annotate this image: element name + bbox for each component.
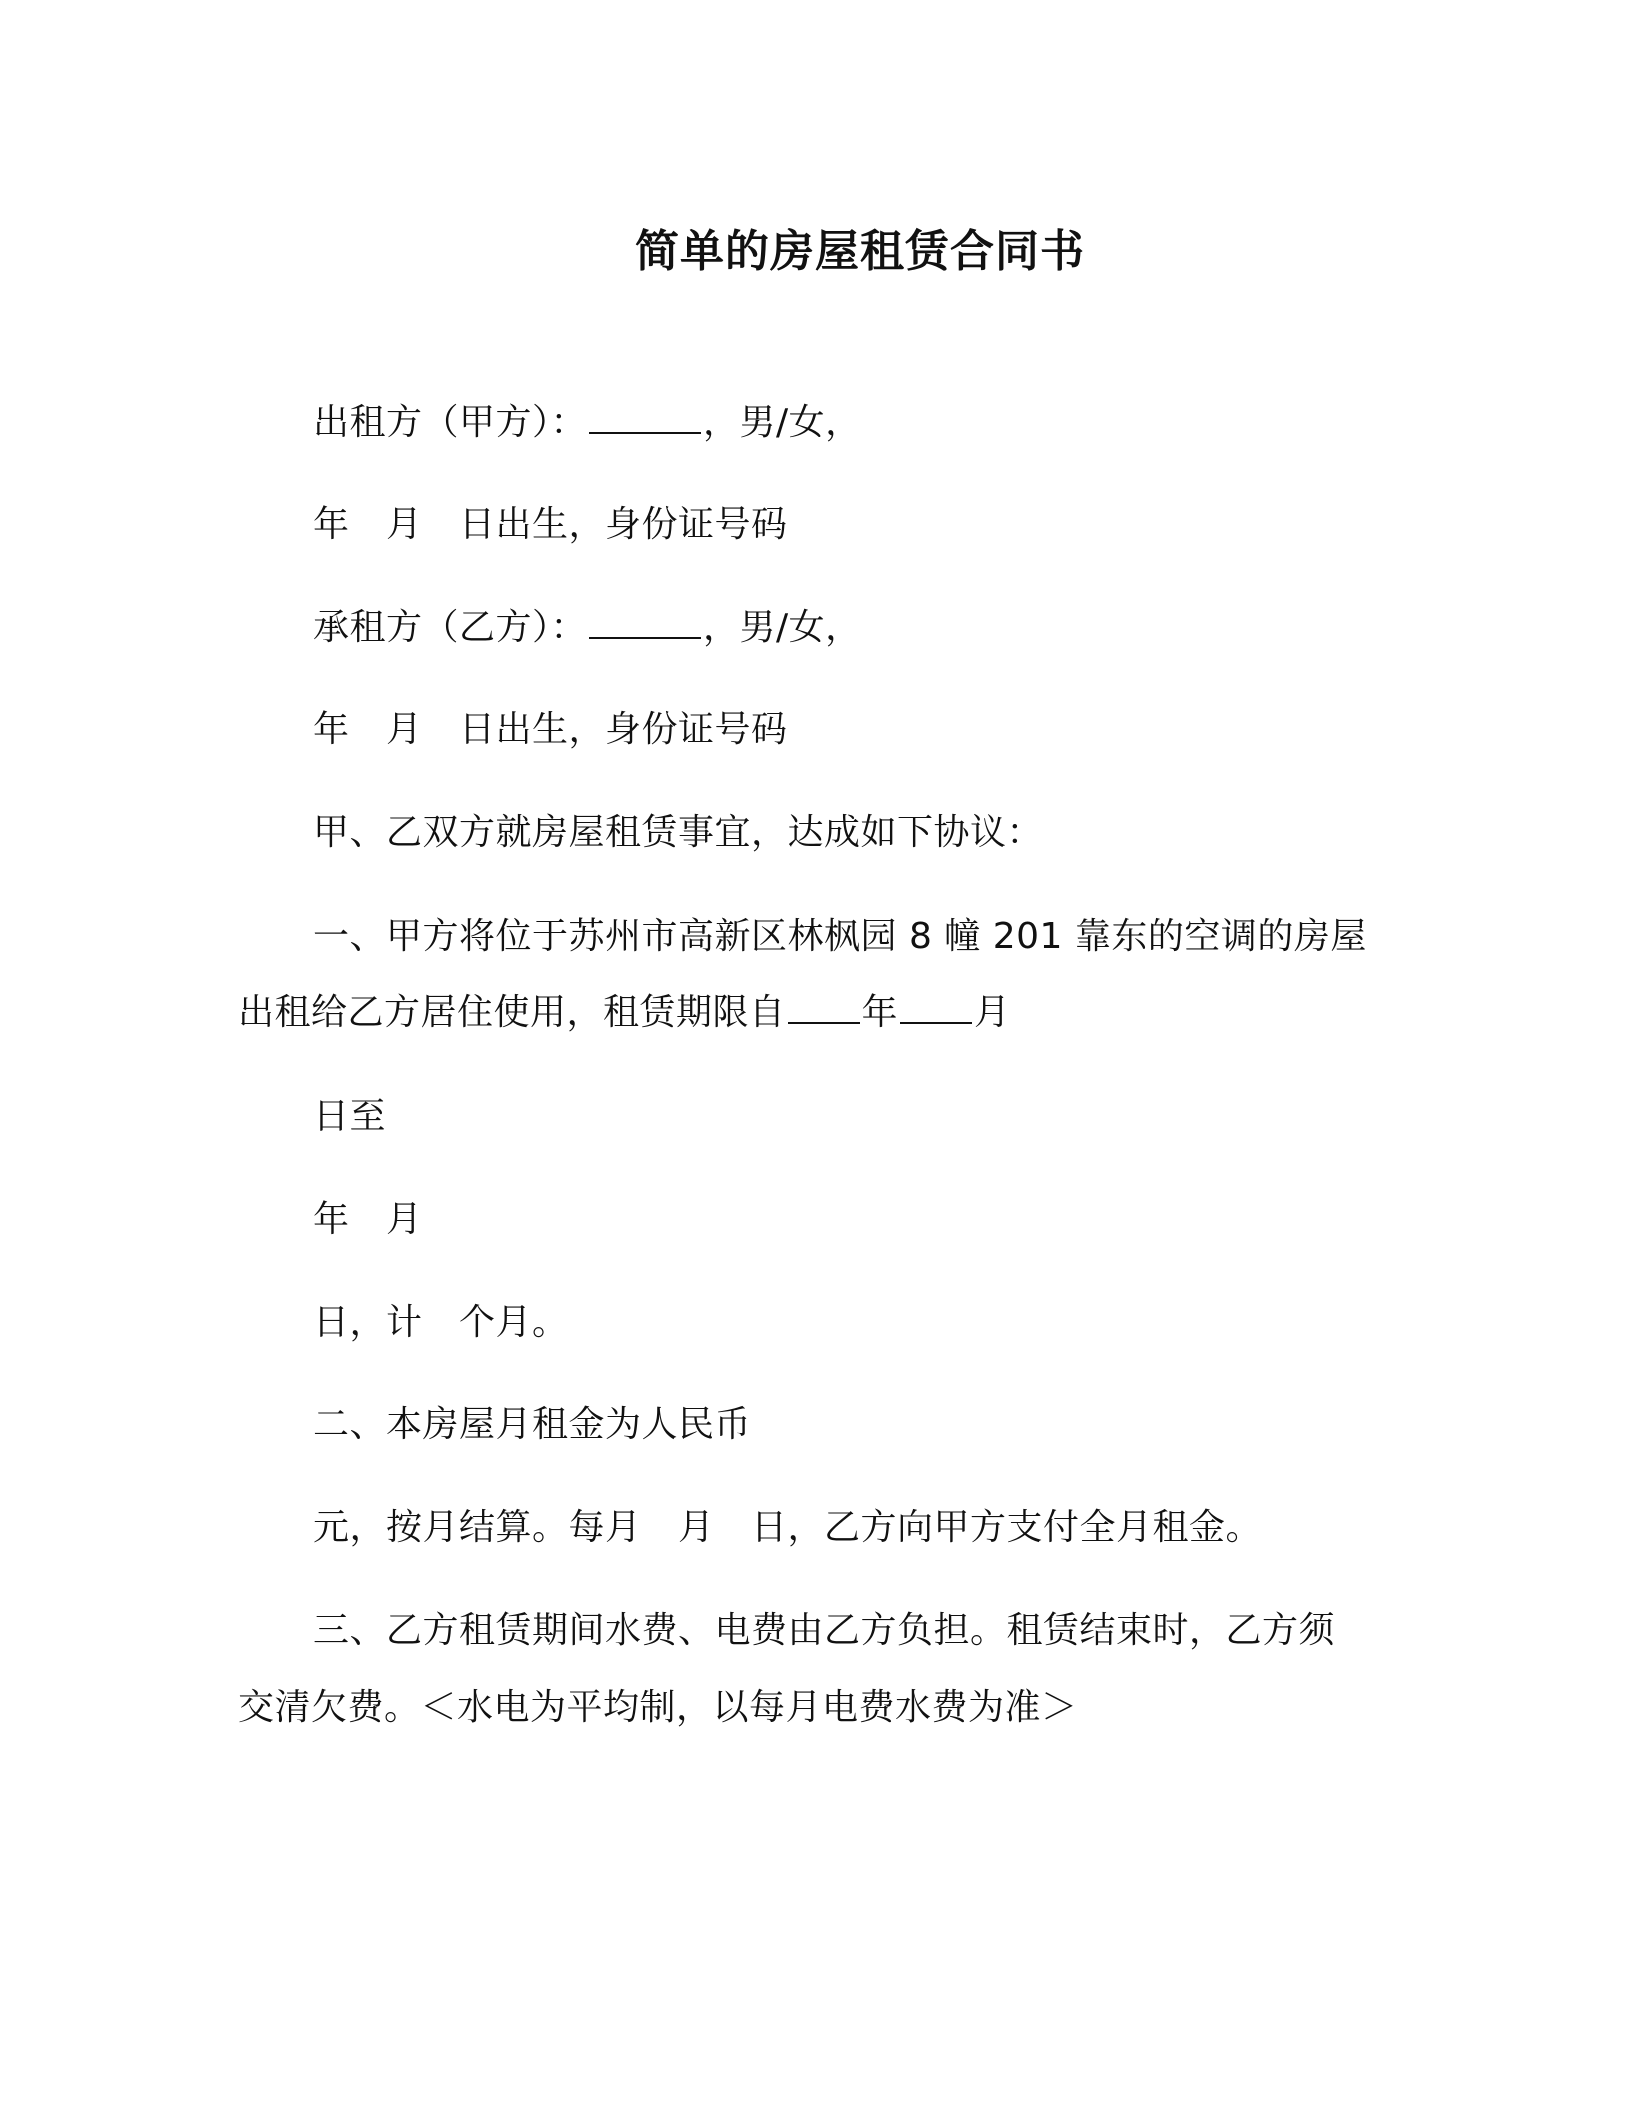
lessor-gender: ，男/女，	[703, 402, 862, 443]
lease-term-label: 出租给乙方居住使用，租赁期限自	[238, 992, 786, 1033]
lessor-name-blank	[589, 398, 701, 434]
year-label: 年	[861, 992, 899, 1033]
start-year-blank	[788, 988, 860, 1024]
lessor-birth-line: 年 月 日出生，身份证号码	[313, 504, 788, 545]
lessee-label: 承租方（乙方）：	[313, 607, 588, 648]
lessor-line	[313, 398, 862, 448]
lessee-gender: ，男/女，	[703, 607, 862, 648]
clause-2-line-2: 元，按月结算。每月 月 日，乙方向甲方支付全月租金。	[313, 1507, 1263, 1548]
clause-3-line-2: 交清欠费。＜水电为平均制，以每月电费水费为准＞	[238, 1687, 1078, 1728]
month-label: 月	[974, 992, 1011, 1033]
lessee-birth-line: 年 月 日出生，身份证号码	[313, 709, 788, 750]
clause-2-line-1: 二、本房屋月租金为人民币	[313, 1404, 752, 1445]
lessee-name-blank	[589, 603, 701, 639]
clause-1-line-2	[238, 988, 1011, 1038]
clause-3-line-1: 三、乙方租赁期间水费、电费由乙方负担。租赁结束时，乙方须	[313, 1610, 1336, 1651]
start-month-blank	[900, 988, 972, 1024]
document-title: 简单的房屋租赁合同书	[635, 226, 1085, 277]
lessee-line	[313, 603, 862, 653]
clause-1-line-1: 一、甲方将位于苏州市高新区林枫园 8 幢 201 靠东的空调的房屋	[313, 916, 1367, 957]
lessor-label: 出租方（甲方）：	[313, 402, 588, 443]
clause-1-line-3: 日至	[313, 1096, 387, 1137]
clause-1-line-4: 年 月	[313, 1199, 423, 1240]
agreement-intro: 甲、乙双方就房屋租赁事宜，达成如下协议：	[313, 812, 1044, 853]
clause-1-line-5: 日，计 个月。	[313, 1302, 569, 1343]
